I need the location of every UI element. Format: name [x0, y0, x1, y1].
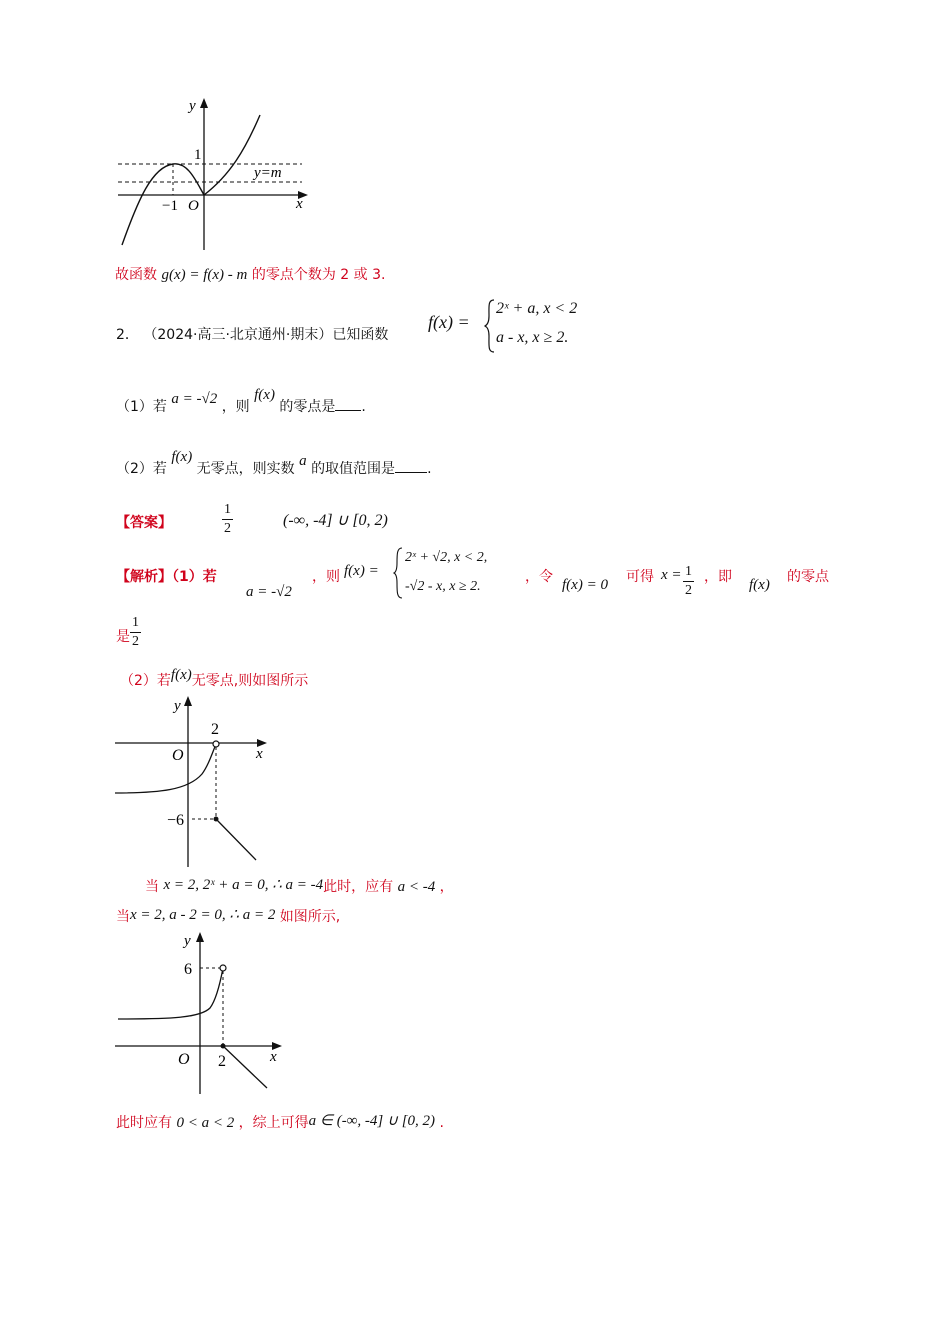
- graph1-line-label: y=m: [254, 165, 282, 181]
- graph2-two-label: 2: [211, 721, 219, 738]
- graph2-neg6-label: −6: [167, 812, 185, 829]
- analysis-line2-prefix: 是: [116, 629, 130, 645]
- answer-label: 【答案】: [116, 515, 172, 531]
- analysis-zero-of: f(x): [749, 577, 770, 593]
- q2-var: a: [299, 453, 307, 469]
- final-mid: ，综上可得: [238, 1115, 309, 1131]
- graph1-one-label: 1: [194, 147, 202, 163]
- analysis-let: ，令: [525, 569, 553, 585]
- case-b-prefix: 当: [116, 909, 130, 925]
- case-a-prefix: 当: [145, 879, 159, 895]
- final-ineq: 0 < a < 2: [176, 1115, 235, 1131]
- analysis-x-fraction: [683, 563, 694, 600]
- question-2: [116, 449, 432, 478]
- analysis-x-num: 1: [683, 563, 694, 582]
- case-a-end: ，: [439, 879, 454, 895]
- case-b-formula: x = 2, a - 2 = 0, ∴ a = 2: [130, 907, 276, 923]
- q1-func: f(x): [254, 387, 275, 403]
- graph1-origin-label: O: [188, 198, 199, 214]
- graph3-y-label: y: [184, 933, 191, 949]
- conclusion-formula: g(x) = f(x) - m: [161, 267, 248, 283]
- graph3-x-label: x: [270, 1049, 277, 1065]
- analysis-x-eq: x =: [661, 567, 682, 583]
- conclusion-line: [115, 264, 385, 284]
- problem-2-header: [116, 324, 388, 344]
- analysis-eq0: f(x) = 0: [562, 577, 608, 593]
- answer-1-num: 1: [222, 501, 233, 520]
- final-end: .: [439, 1115, 444, 1131]
- graph2-origin-label: O: [172, 747, 184, 764]
- analysis-get: 可得: [626, 569, 654, 585]
- problem-func-lhs: f(x) =: [428, 312, 470, 332]
- case-a-mid: 此时，应有: [323, 879, 394, 895]
- analysis-cond: a = -√2: [246, 584, 292, 600]
- q1-cond: a = -√2: [171, 391, 218, 407]
- analysis-line2-fraction: [130, 614, 141, 651]
- analysis-case-2: -√2 - x, x ≥ 2.: [405, 579, 481, 594]
- q2-prefix: （2）若: [116, 461, 167, 477]
- q2-mid: 无零点，则实数: [196, 461, 295, 477]
- q2-answer-blank: [395, 472, 427, 473]
- question-1: [116, 387, 366, 416]
- q1-mid: ，则: [221, 399, 250, 415]
- case-a-formula: x = 2, 2ˣ + a = 0, ∴ a = -4: [163, 877, 324, 893]
- q1-end: .: [361, 399, 366, 415]
- analysis-x-den: 2: [685, 583, 692, 598]
- answer-1-fraction: [222, 501, 233, 538]
- graph1-y-label: y: [189, 98, 196, 114]
- q2-end: .: [427, 461, 432, 477]
- final-prefix: 此时应有: [116, 1115, 172, 1131]
- problem-number: 2．: [116, 327, 139, 343]
- graph2-y-label: y: [174, 698, 181, 714]
- conclusion-prefix: 故函数: [115, 267, 157, 283]
- analysis-case-1: 2ˣ + √2, x < 2,: [405, 550, 488, 565]
- graph-2: [110, 692, 280, 870]
- q1-suffix: 的零点是: [279, 399, 336, 415]
- analysis-then: ，则: [312, 569, 340, 585]
- q2-func: f(x): [171, 449, 193, 465]
- analysis-brace: [393, 546, 403, 600]
- analysis-namely: ，即: [704, 569, 732, 585]
- graph1-x-label: x: [296, 196, 303, 212]
- analysis-func-lhs: f(x) =: [344, 563, 379, 579]
- graph2-x-label: x: [256, 746, 263, 762]
- case-a-ineq: a < -4: [397, 879, 436, 895]
- analysis-part2: [120, 667, 309, 690]
- analysis-is-zero: 的零点: [787, 569, 829, 585]
- graph3-six-label: 6: [184, 961, 192, 978]
- graph-3: [110, 928, 290, 1096]
- analysis-label: 【解析】（1）若: [116, 569, 217, 585]
- answer-2: (-∞, -4] ∪ [0, 2): [283, 512, 388, 529]
- piecewise-brace: [484, 298, 496, 354]
- final-set: a ∈ (-∞, -4] ∪ [0, 2): [308, 1113, 436, 1129]
- graph3-origin-label: O: [178, 1051, 190, 1068]
- case-b-suffix: 如图所示,: [279, 909, 341, 925]
- part2-suffix: 无零点,则如图所示: [191, 673, 309, 689]
- q1-prefix: （1）若: [116, 399, 167, 415]
- analysis-line2-den: 2: [132, 634, 139, 649]
- case-b-line: [116, 906, 340, 926]
- answer-1-den: 2: [224, 521, 231, 536]
- final-line: [116, 1112, 444, 1132]
- q1-answer-blank: [335, 410, 361, 411]
- graph1-neg1-label: −1: [162, 198, 178, 214]
- problem-source: （2024·高三·北京通州·期末）已知函数: [143, 327, 389, 343]
- part2-prefix: （2）若: [120, 673, 171, 689]
- q2-suffix: 的取值范围是: [311, 461, 396, 477]
- conclusion-suffix: 的零点个数为 2 或 3.: [251, 267, 386, 283]
- case-a-line: [145, 876, 454, 896]
- graph3-two-label: 2: [218, 1053, 226, 1070]
- analysis-line2-num: 1: [130, 614, 141, 633]
- graph-1: [110, 95, 320, 255]
- problem-case-2: a - x, x ≥ 2.: [496, 329, 569, 346]
- part2-func: f(x): [170, 667, 192, 683]
- problem-case-1: 2ˣ + a, x < 2: [496, 300, 578, 317]
